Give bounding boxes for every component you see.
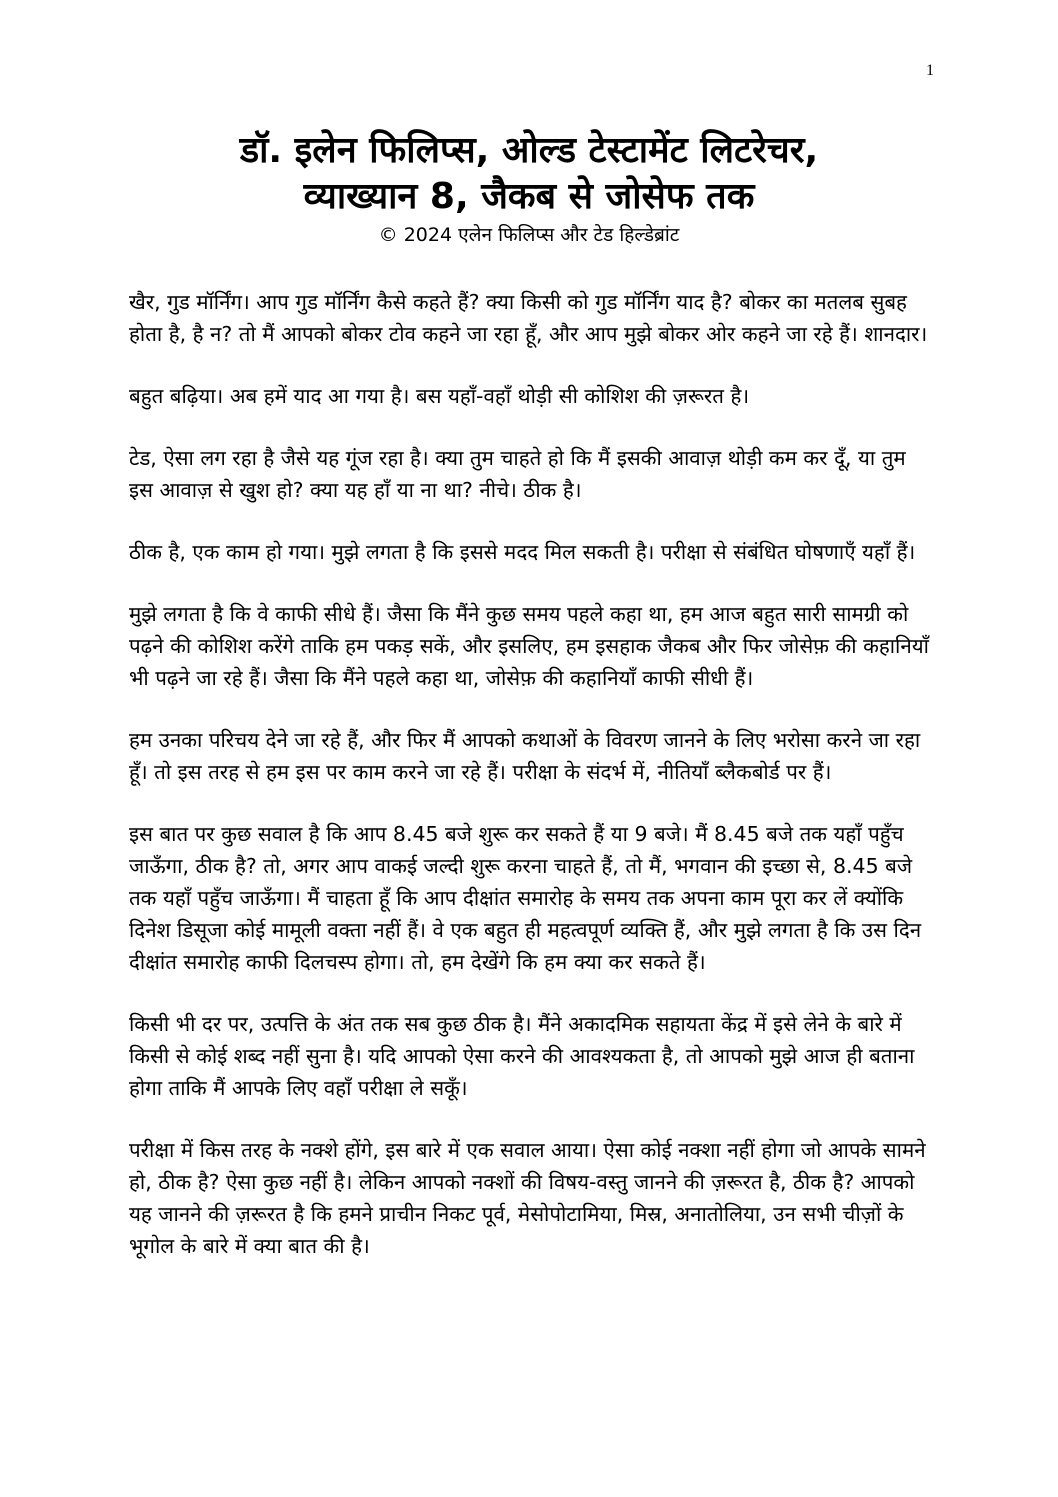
document-title (100, 128, 958, 220)
page-number: 1 (926, 62, 934, 79)
paragraph: खैर, गुड मॉर्निंग। आप गुड मॉर्निंग कैसे कहते हैं? क्या किसी को गुड मॉर्निंग याद है? बोकर का मतलब सुबह होता है, है न? तो मैं आपको बोकर टोव कहने जा रहा हूँ, और आप मुझे बोकर ओर कहने जा रहे हैं। शानदार। (129, 290, 928, 346)
paragraph: बहुत बढ़िया। अब हमें याद आ गया है। बस यहाँ-वहाँ थोड़ी सी कोशिश की ज़रूरत है। (129, 384, 750, 408)
paragraph: ठीक है, एक काम हो गया। मुझे लगता है कि इससे मदद मिल सकती है। परीक्षा से संबंधित घोषणाएँ यहाँ हैं। (129, 540, 916, 564)
paragraph: इस बात पर कुछ सवाल है कि आप 8.45 बजे शुरू कर सकते हैं या 9 बजे। मैं 8.45 बजे तक यहाँ पहुँच जाऊँगा, ठीक है? तो, अगर आप वाकई जल्दी शुरू करना चाहते हैं, तो मैं, भगवान की इच्छा से, 8.45 बजे तक यहाँ पहुँच जाऊँगा। मैं चाहता हूँ कि आप दीक्षांत समारोह के समय तक अपना काम पूरा कर लें क्योंकि दिनेश डिसूजा कोई मामूली वक्ता नहीं हैं। वे एक बहुत ही महत्वपूर्ण व्यक्ति हैं, और मुझे लगता है कि उस दिन दीक्षांत समारोह काफी दिलचस्प होगा। तो, हम देखेंगे कि हम क्या कर सकते हैं। (129, 822, 922, 974)
title-line-2: व्याख्यान 8, जैकब से जोसेफ तक (303, 176, 755, 217)
copyright-line: © 2024 एलेन फिलिप्स और टेड हिल्डेब्रांट (378, 224, 680, 246)
document-body (129, 286, 931, 1292)
document-header (100, 128, 958, 248)
title-line-1: डॉ. इलेन फिलिप्स, ओल्ड टेस्टामेंट लिटरेचर, (239, 130, 819, 171)
paragraph: मुझे लगता है कि वे काफी सीधे हैं। जैसा कि मैंने कुछ समय पहले कहा था, हम आज बहुत सारी सामग्री को पढ़ने की कोशिश करेंगे ताकि हम पकड़ सकें, और इसलिए, हम इसहाक जैकब और फिर जोसेफ़ की कहानियाँ भी पढ़ने जा रहे हैं। जैसा कि मैंने पहले कहा था, जोसेफ़ की कहानियाँ काफी सीधी हैं। (129, 602, 929, 690)
paragraph: टेड, ऐसा लग रहा है जैसे यह गूंज रहा है। क्या तुम चाहते हो कि मैं इसकी आवाज़ थोड़ी कम कर दूँ, या तुम इस आवाज़ से खुश हो? क्या यह हाँ या ना था? नीचे। ठीक है। (129, 446, 906, 502)
paragraph: हम उनका परिचय देने जा रहे हैं, और फिर मैं आपको कथाओं के विवरण जानने के लिए भरोसा करने जा रहा हूँ। तो इस तरह से हम इस पर काम करने जा रहे हैं। परीक्षा के संदर्भ में, नीतियाँ ब्लैकबोर्ड पर हैं। (129, 728, 921, 784)
paragraph: किसी भी दर पर, उत्पत्ति के अंत तक सब कुछ ठीक है। मैंने अकादमिक सहायता केंद्र में इसे लेने के बारे में किसी से कोई शब्द नहीं सुना है। यदि आपको ऐसा करने की आवश्यकता है, तो आपको मुझे आज ही बताना होगा ताकि मैं आपके लिए वहाँ परीक्षा ले सकूँ। (129, 1012, 915, 1100)
paragraph: परीक्षा में किस तरह के नक्शे होंगे, इस बारे में एक सवाल आया। ऐसा कोई नक्शा नहीं होगा जो आपके सामने हो, ठीक है? ऐसा कुछ नहीं है। लेकिन आपको नक्शों की विषय-वस्तु जानने की ज़रूरत है, ठीक है? आपको यह जानने की ज़रूरत है कि हमने प्राचीन निकट पूर्व, मेसोपोटामिया, मिस्र, अनातोलिया, उन सभी चीज़ों के भूगोल के बारे में क्या बात की है। (129, 1138, 926, 1258)
